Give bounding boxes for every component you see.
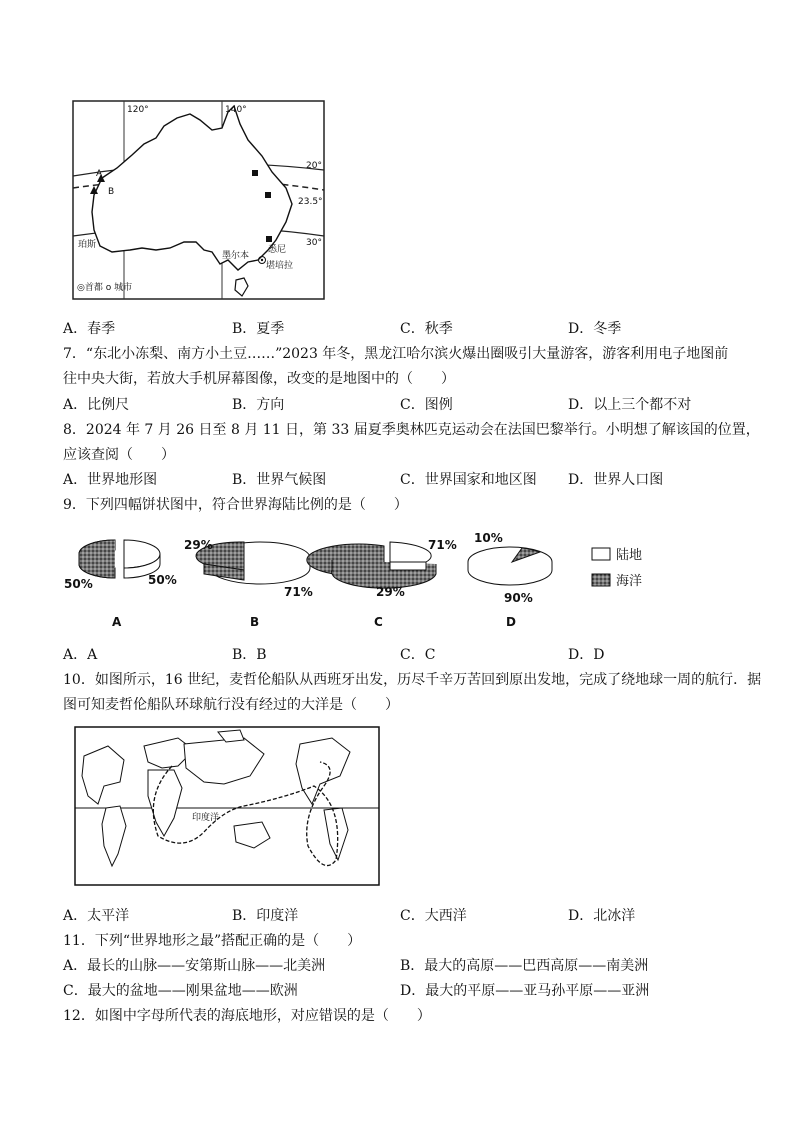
legend-ocean-label: 海洋: [616, 574, 643, 589]
q10-option-a[interactable]: A．太平洋: [63, 908, 130, 924]
q11-stem: 11．下列“世界地形之最”搭配正确的是（ ）: [63, 933, 362, 949]
pie-c-ocean-label: 71%: [428, 538, 457, 552]
q11-option-d[interactable]: D．最大的平原——亚马孙平原——亚洲: [400, 983, 650, 999]
q7-option-d[interactable]: D．以上三个都不对: [568, 397, 692, 413]
q9-option-c[interactable]: C．C: [400, 647, 436, 663]
q12-stem: 12．如图中字母所代表的海底地形，对应错误的是（ ）: [63, 1008, 431, 1024]
pie-c-land-label: 29%: [376, 585, 405, 599]
city-perth: 珀斯: [78, 240, 97, 250]
lon-label-140: 140°: [225, 105, 247, 115]
q9-stem: 9．下列四幅饼状图中，符合世界海陆比例的是（ ）: [63, 497, 408, 513]
q8-stem-line2: 应该查阅（ ）: [63, 447, 175, 463]
pie-d-ocean-label: 10%: [474, 531, 503, 545]
pie-d: [468, 547, 552, 585]
lon-label-120: 120°: [127, 105, 149, 115]
q10-stem-line1: 10．如图所示，16 世纪，麦哲伦船队从西班牙出发，历尽千辛万苦回到原出发地，完成了绕地球一周的航行．据: [63, 672, 762, 688]
pie-b-ocean-label: 29%: [184, 538, 213, 552]
q8-option-d[interactable]: D．世界人口图: [568, 472, 664, 488]
legend-land-label: 陆地: [616, 548, 643, 563]
pie-a-letter: A: [112, 615, 122, 629]
q7-stem-line2: 往中央大街，若放大手机屏幕图像，改变的是地图中的（ ）: [63, 371, 455, 387]
q11-option-a[interactable]: A．最长的山脉——安第斯山脉——北美洲: [63, 958, 326, 974]
lat-label-23-5: 23.5°: [298, 197, 323, 207]
q9-option-a[interactable]: A．A: [63, 647, 98, 663]
q7-option-b[interactable]: B．方向: [232, 397, 285, 413]
pie-b-letter: B: [250, 615, 260, 629]
city-sydney: 悉尼: [268, 245, 287, 255]
pie-c: [307, 542, 436, 588]
pie-a-ocean-label: 50%: [64, 577, 93, 591]
q8-option-b[interactable]: B．世界气候图: [232, 472, 327, 488]
lat-label-30: 30°: [306, 238, 322, 248]
q9-option-d[interactable]: D．D: [568, 647, 605, 663]
legend-ocean-swatch: [592, 574, 610, 586]
q8-option-c[interactable]: C．世界国家和地区图: [400, 472, 537, 488]
map-label-indian-ocean: 印度洋: [192, 813, 220, 823]
q10-option-b[interactable]: B．印度洋: [232, 908, 299, 924]
q8-stem-line1: 8．2024 年 7 月 26 日至 8 月 11 日，第 33 届夏季奥林匹克运动会在法国巴黎举行。小明想了解该国的位置，: [63, 422, 760, 438]
q7-option-c[interactable]: C．图例: [400, 397, 453, 413]
pie-d-letter: D: [506, 615, 516, 629]
q9-pie-figures: [60, 522, 690, 634]
pie-b: [196, 542, 310, 584]
pie-d-land-label: 90%: [504, 591, 533, 605]
q10-stem-line2: 图可知麦哲伦船队环球航行没有经过的大洋是（ ）: [63, 697, 399, 713]
marker-b: B: [108, 187, 115, 197]
australia-map-figure: [72, 100, 325, 300]
q6-option-c[interactable]: C．秋季: [400, 321, 453, 337]
pie-a-land-label: 50%: [148, 573, 177, 587]
q11-option-c[interactable]: C．最大的盆地——刚果盆地——欧洲: [63, 983, 298, 999]
q7-option-a[interactable]: A．比例尺: [63, 397, 130, 413]
marker-a: A: [96, 169, 103, 179]
map-legend: ◎首都 o 城市: [77, 283, 133, 293]
q9-option-b[interactable]: B．B: [232, 647, 267, 663]
lat-label-20: 20°: [306, 161, 322, 171]
magellan-world-map: [74, 726, 380, 890]
q7-stem-line1: 7．“东北小冻梨、南方小土豆……”2023 年冬，黑龙江哈尔滨火爆出圈吸引大量游客，游客利用电子地图前: [63, 346, 729, 362]
q10-option-d[interactable]: D．北冰洋: [568, 908, 636, 924]
legend-land-swatch: [592, 548, 610, 560]
city-melbourne: 墨尔本: [222, 251, 250, 261]
australia-map: [72, 100, 325, 300]
city-canberra: 堪培拉: [266, 261, 294, 271]
pie-c-letter: C: [374, 615, 383, 629]
q10-option-c[interactable]: C．大西洋: [400, 908, 467, 924]
q6-option-b[interactable]: B．夏季: [232, 321, 285, 337]
q6-option-a[interactable]: A．春季: [63, 321, 116, 337]
q6-option-d[interactable]: D．冬季: [568, 321, 622, 337]
pie-b-land-label: 71%: [284, 585, 313, 599]
q8-option-a[interactable]: A．世界地形图: [63, 472, 158, 488]
q11-option-b[interactable]: B．最大的高原——巴西高原——南美洲: [400, 958, 649, 974]
